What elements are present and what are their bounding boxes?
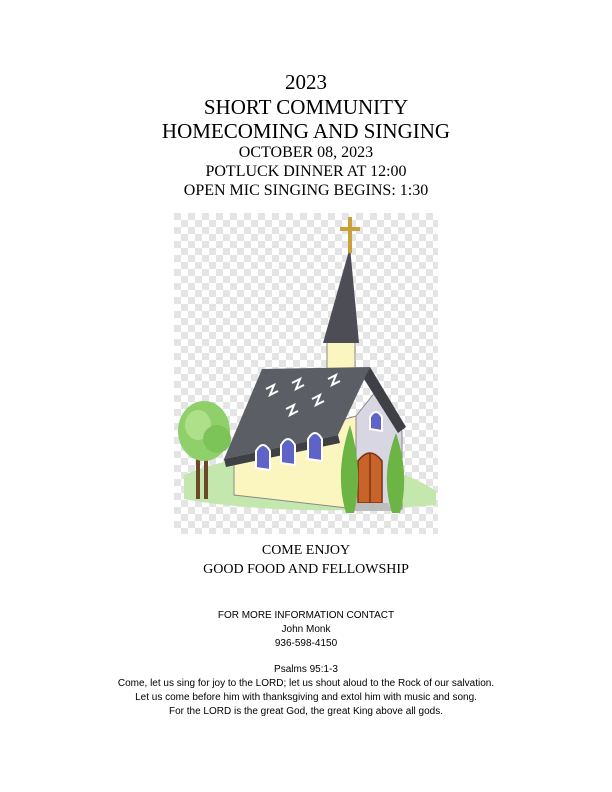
invite-line-1: COME ENJOY [261, 543, 351, 558]
church-icon [174, 213, 438, 534]
potluck-time: POTLUCK DINNER AT 12:00 [205, 163, 407, 180]
event-title-line-1: SHORT COMMUNITY [203, 95, 409, 119]
scripture-line: For the LORD is the great God, the great King above all gods. [168, 706, 444, 717]
contact-phone: 936-598-4150 [274, 638, 338, 649]
contact-name: John Monk [281, 624, 331, 635]
singing-time: OPEN MIC SINGING BEGINS: 1:30 [183, 182, 429, 199]
invite-line-2: GOOD FOOD AND FELLOWSHIP [203, 562, 409, 577]
scripture-line: Come, let us sing for joy to the LORD; let us shout aloud to the Rock of our salvation. [117, 678, 495, 689]
scripture-reference: Psalms 95:1-3 [274, 664, 338, 675]
door-icon [358, 453, 382, 503]
scripture-line: Let us come before him with thanksgiving and extol him with music and song. [135, 692, 477, 703]
event-date: OCTOBER 08, 2023 [238, 144, 374, 161]
contact-heading: FOR MORE INFORMATION CONTACT [217, 610, 395, 621]
event-year: 2023 [285, 70, 327, 94]
event-title-line-2: HOMECOMING AND SINGING [161, 119, 451, 143]
